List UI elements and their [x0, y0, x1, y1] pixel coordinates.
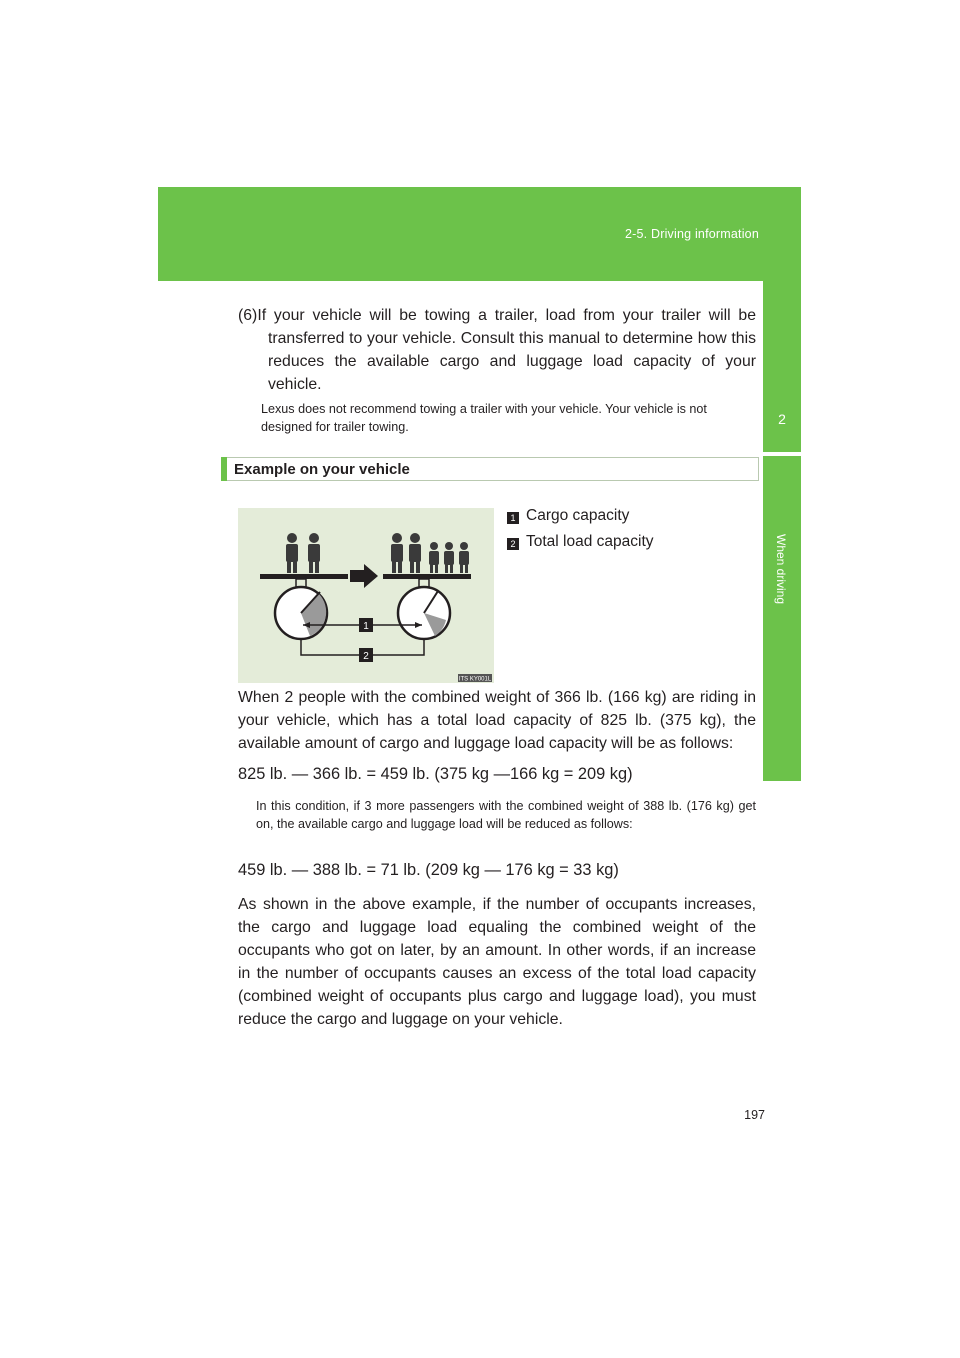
- item-text: [238, 304, 756, 396]
- equation-2: 459 lb. — 388 lb. = 71 lb. (209 kg — 176 kg = 33 kg): [238, 861, 619, 879]
- passenger-note: In this condition, if 3 more passengers with the combined weight of 388 lb. (176 kg) get on, the available cargo and luggage load will be reduced as follows:: [256, 799, 756, 831]
- right-gauge-icon: [398, 587, 450, 639]
- heading-accent: [221, 457, 227, 481]
- legend-marker: 2: [507, 538, 519, 550]
- chapter-side-tab: [763, 281, 801, 781]
- callout-1-label: 1: [363, 621, 369, 632]
- section-label: 2-5. Driving information: [624, 227, 759, 241]
- item-text-body: If your vehicle will be towing a trailer, load from your trailer will be transferred to your vehicle. Consult this manual to determine how this reduces the available cargo and luggage load capacity of your vehicle.: [257, 307, 756, 393]
- example-heading-bar: [221, 457, 759, 481]
- left-gauge-icon: [275, 587, 327, 639]
- equation-1: 825 lb. — 366 lb. = 459 lb. (375 kg —166 kg = 209 kg): [238, 765, 633, 783]
- load-capacity-figure: [238, 508, 494, 683]
- example-heading: Example on your vehicle: [234, 461, 410, 478]
- example-paragraph: When 2 people with the combined weight of 366 lb. (166 kg) are riding in your vehicle, which has a total load capacity of 825 lb. (375 kg), the available amount of cargo and luggage load capacity will be as follows:: [238, 689, 756, 752]
- legend-label: Cargo capacity: [526, 507, 630, 524]
- chapter-number: 2: [778, 411, 786, 427]
- towing-note: Lexus does not recommend towing a trailer with your vehicle. Your vehicle is not designed for trailer towing.: [261, 402, 707, 434]
- legend-label: Total load capacity: [526, 533, 654, 550]
- chapter-title: When driving: [774, 534, 788, 605]
- figure-illustration: [238, 508, 494, 683]
- list-item-6: [238, 304, 756, 396]
- conclusion-paragraph: As shown in the above example, if the number of occupants increases, the cargo and luggage load equaling the combined weight of the occupants who got on later, by an amount. In other words, if an increase in the number of occupants causes an excess of the total load capacity (combined weight of occupants plus cargo and luggage load), you must reduce the cargo and luggage on your vehicle.: [238, 896, 756, 1028]
- side-tab-divider: [763, 452, 801, 456]
- page-number: 197: [744, 1108, 765, 1122]
- callout-2-label: 2: [363, 651, 369, 662]
- people-right-icon: [391, 533, 469, 573]
- item-number: (6): [238, 307, 258, 324]
- people-left-icon: [286, 533, 320, 573]
- legend-marker: 1: [507, 512, 519, 524]
- header-band: [158, 187, 801, 281]
- figure-code: ITS KY001L: [458, 676, 492, 683]
- arrow-right-icon: [350, 564, 378, 588]
